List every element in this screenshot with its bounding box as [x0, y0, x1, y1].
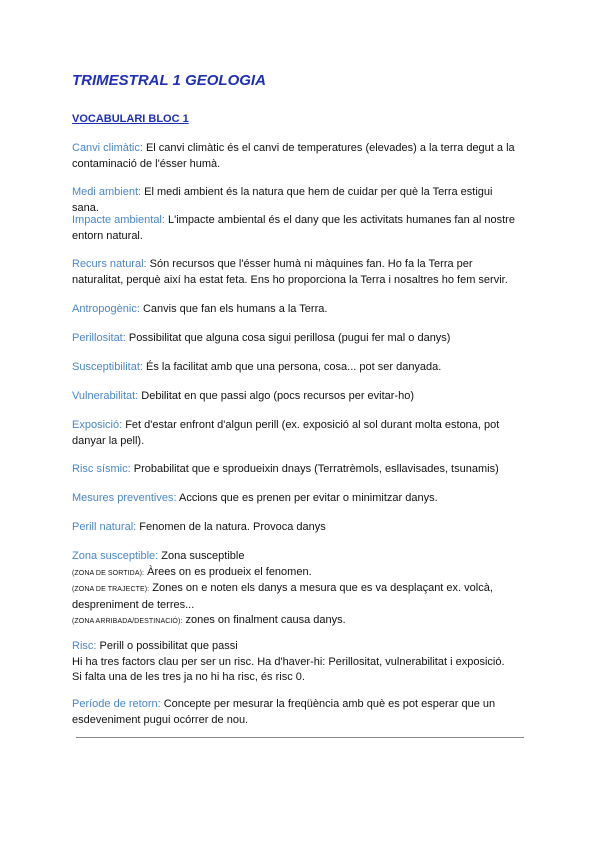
entry-zona-susceptible — [72, 549, 522, 630]
zona-arribada — [72, 613, 522, 630]
entry-term: Perillositat: — [72, 332, 126, 344]
entry-definition: Debilitat en que passi algo (pocs recursos per evitar-ho) — [138, 390, 414, 402]
entry-perillositat — [72, 331, 522, 347]
entry-term: Risc sísmic: — [72, 463, 131, 475]
risc-factors-line: Hi ha tres factors clau per ser un risc. Ha d'haver-hi: Perillositat, vulnerabilitat i exposició. — [72, 655, 505, 668]
entry-definition: Perill o possibilitat que passi — [96, 640, 238, 652]
entry-mesures-preventives — [72, 491, 522, 507]
entry-risc — [72, 639, 522, 686]
entry-perill-natural — [72, 520, 522, 536]
entry-definition: Accions que es prenen per evitar o minimitzar danys. — [176, 492, 438, 504]
section-heading: VOCABULARI BLOC 1 — [72, 113, 189, 125]
zona-label: (ZONA DE TRAJECTE): — [72, 586, 150, 593]
document-title: TRIMESTRAL 1 GEOLOGIA — [72, 72, 266, 89]
entry-definition: Zona susceptible — [158, 550, 245, 562]
entry-definition: És la facilitat amb que una persona, cosa... pot ser danyada. — [142, 361, 442, 373]
entry-definition: Possibilitat que alguna cosa sigui perillosa (pugui fer mal o danys) — [125, 332, 451, 344]
entry-term: Medi ambient: — [72, 186, 142, 198]
entry-definition: Probabilitat que e sprodueixin dnays (Terratrèmols, esllavisades, tsunamis) — [130, 463, 499, 475]
entry-antropogenic — [72, 302, 522, 318]
zona-text: Zones on e noten els danys a mesura que es va desplaçant ex. volcà, despreniment de terres... — [72, 582, 493, 611]
entry-definition: Concepte per mesurar la freqüència amb què es pot esperar que un esdeveniment pugui ocórrer de nou. — [72, 698, 496, 726]
entry-term: Antropogènic: — [72, 303, 140, 315]
zona-label: (ZONA DE SORTIDA): — [72, 569, 145, 577]
entry-term: Perill natural: — [72, 521, 137, 533]
entry-term: Exposició: — [72, 419, 123, 431]
entry-term: Vulnerabilitat: — [72, 390, 139, 402]
entry-term: Impacte ambiental: — [72, 214, 165, 226]
zona-text: zones on finalment causa danys. — [182, 614, 346, 626]
entry-definition: El medi ambient és la natura que hem de cuidar per què la Terra estigui sana. — [72, 186, 493, 214]
entry-definition: Canvis que fan els humans a la Terra. — [139, 303, 328, 315]
entry-exposicio — [72, 418, 522, 449]
entry-definition: El canvi climàtic és el canvi de temperatures (elevades) a la terra degut a la contaminació de l'ésser humà. — [72, 142, 515, 170]
entry-term: Període de retorn: — [72, 698, 161, 710]
entry-susceptibilitat — [72, 360, 522, 376]
horizontal-divider — [76, 737, 524, 738]
entry-impacte-ambiental — [72, 213, 522, 244]
entry-periode-retorn — [72, 697, 522, 728]
entry-vulnerabilitat — [72, 389, 522, 405]
entry-definition: Fet d'estar enfront d'algun perill (ex. exposició al sol durant molta estona, pot danyar la pell). — [72, 419, 500, 447]
entry-recurs-natural — [72, 257, 522, 288]
entry-definition: Són recursos que l'ésser humà ni màquines fan. Ho fa la Terra per naturalitat, perquè així ha estat feta. Ens ho proporciona la Terra i nosaltres ho fem servir. — [72, 258, 508, 286]
risc-zero-line: Si falta una de les tres ja no hi ha risc, és risc 0. — [72, 671, 305, 683]
zona-sortida — [72, 565, 522, 582]
entry-definition: L'impacte ambiental és el dany que les activitats humanes fan al nostre entorn natural. — [72, 214, 515, 242]
entry-medi-ambient — [72, 185, 522, 216]
entry-risc-sismic — [72, 462, 522, 478]
entry-term: Recurs natural: — [72, 258, 147, 270]
entry-term: Canvi climàtic: — [72, 142, 143, 154]
entry-canvi-climatic — [72, 141, 522, 172]
entry-definition: Fenomen de la natura. Provoca danys — [136, 521, 326, 533]
entry-term: Risc: — [72, 640, 97, 652]
entry-term: Zona susceptible: — [72, 550, 159, 562]
zona-trajecte — [72, 581, 522, 613]
entry-term: Mesures preventives: — [72, 492, 177, 504]
zona-text: Àrees on es produeix el fenomen. — [144, 565, 312, 578]
entry-term: Susceptibilitat: — [72, 361, 143, 373]
zona-label: (ZONA ARRIBADA/DESTINACIÓ): — [72, 618, 183, 625]
